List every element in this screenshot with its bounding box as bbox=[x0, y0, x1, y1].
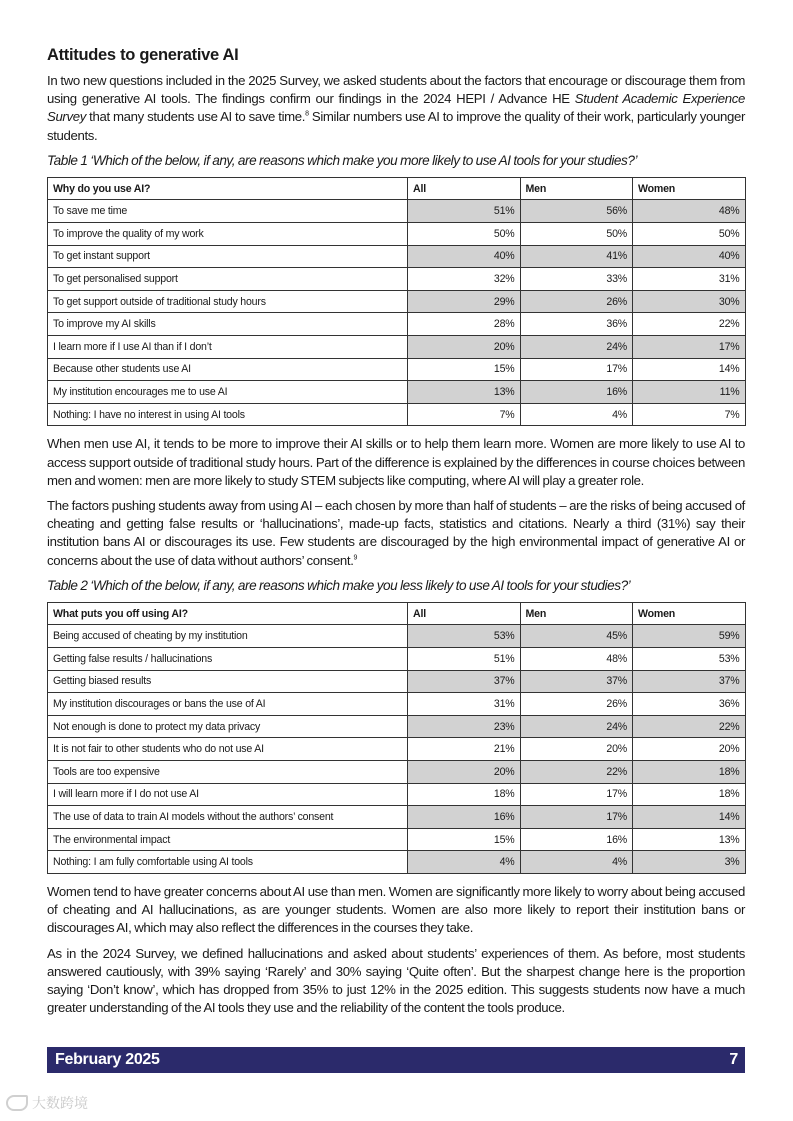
cell-all: 16% bbox=[408, 806, 521, 829]
cell-all: 29% bbox=[408, 290, 521, 313]
row-label: Being accused of cheating by my institution bbox=[48, 625, 408, 648]
table-row bbox=[48, 693, 746, 716]
hallucinations-paragraph: As in the 2024 Survey, we defined hallucinations and asked about students’ experiences of them. As before, most students answered cautiously, with 39% saying ‘Rarely’ and 30% saying ‘Quite often’. But the sharpest change here is the proportion saying ‘Don’t know’, which has dropped from 35% to just 12% in the 2025 edition. This suggests students now have a much greater understanding of the AI tools they use and the reliability of the content the tools produce. bbox=[47, 945, 745, 1016]
cell-men: 16% bbox=[520, 381, 633, 404]
table-row bbox=[48, 223, 746, 246]
push-away-text: The factors pushing students away from using AI – each chosen by more than half of students – are the risks of being accused of cheating and getting false results or ‘hallucinations’, made-up facts, statistics and citations. Nearly a third (31%) say their institution bans AI or discourages its use. Few students are discouraged by the high environmental impact of generative AI or concerns about the use of data without authors’ consent. bbox=[47, 497, 745, 568]
row-label: I will learn more if I do not use AI bbox=[48, 783, 408, 806]
watermark bbox=[6, 1093, 88, 1113]
cell-women: 11% bbox=[633, 381, 746, 404]
footnote-ref-8[interactable]: 8 bbox=[305, 111, 309, 119]
column-header-question: Why do you use AI? bbox=[48, 177, 408, 200]
cell-men: 41% bbox=[520, 245, 633, 268]
row-label: It is not fair to other students who do not use AI bbox=[48, 738, 408, 761]
cell-women: 53% bbox=[633, 647, 746, 670]
table1-caption: Table 1 ‘Which of the below, if any, are reasons which make you more likely to use AI tools for your studies?’ bbox=[47, 152, 638, 168]
table-row bbox=[48, 738, 746, 761]
cell-women: 20% bbox=[633, 738, 746, 761]
cell-men: 22% bbox=[520, 760, 633, 783]
row-label: To improve my AI skills bbox=[48, 313, 408, 336]
intro-text-2: that many students use AI to save time. bbox=[85, 109, 306, 125]
cell-men: 50% bbox=[520, 223, 633, 246]
men-women-paragraph: When men use AI, it tends to be more to improve their AI skills or to help them learn more. Women are more likely to use AI to access support outside of traditional study hours. Part of the difference is explained by the differences in course choices between men and women: men are more likely to study STEM subjects like computing, where AI will play a greater role. bbox=[47, 436, 745, 488]
row-label: The environmental impact bbox=[48, 828, 408, 851]
row-label: Tools are too expensive bbox=[48, 760, 408, 783]
cell-women: 7% bbox=[633, 403, 746, 426]
table-row bbox=[48, 381, 746, 404]
cell-women: 37% bbox=[633, 670, 746, 693]
section-title: Attitudes to generative AI bbox=[47, 46, 239, 64]
cell-all: 50% bbox=[408, 223, 521, 246]
cell-women: 22% bbox=[633, 313, 746, 336]
cell-all: 32% bbox=[408, 268, 521, 291]
cell-all: 13% bbox=[408, 381, 521, 404]
column-header-women: Women bbox=[633, 602, 746, 625]
cell-all: 20% bbox=[408, 335, 521, 358]
cell-all: 7% bbox=[408, 403, 521, 426]
row-label: I learn more if I use AI than if I don’t bbox=[48, 335, 408, 358]
cell-all: 15% bbox=[408, 828, 521, 851]
table-row bbox=[48, 670, 746, 693]
cell-men: 16% bbox=[520, 828, 633, 851]
cell-women: 18% bbox=[633, 783, 746, 806]
cell-all: 40% bbox=[408, 245, 521, 268]
table-row bbox=[48, 245, 746, 268]
cell-men: 33% bbox=[520, 268, 633, 291]
table-row bbox=[48, 625, 746, 648]
table2-reasons-less-likely bbox=[47, 602, 746, 874]
row-label: Nothing: I have no interest in using AI tools bbox=[48, 403, 408, 426]
cell-men: 48% bbox=[520, 647, 633, 670]
page-number: 7 bbox=[729, 1051, 738, 1068]
cell-men: 4% bbox=[520, 851, 633, 874]
row-label: To improve the quality of my work bbox=[48, 223, 408, 246]
cell-all: 15% bbox=[408, 358, 521, 381]
cell-men: 24% bbox=[520, 715, 633, 738]
row-label: Getting false results / hallucinations bbox=[48, 647, 408, 670]
cell-men: 4% bbox=[520, 403, 633, 426]
column-header-question: What puts you off using AI? bbox=[48, 602, 408, 625]
row-label: Getting biased results bbox=[48, 670, 408, 693]
cell-women: 31% bbox=[633, 268, 746, 291]
cell-men: 17% bbox=[520, 806, 633, 829]
row-label: To save me time bbox=[48, 200, 408, 223]
row-label: To get personalised support bbox=[48, 268, 408, 291]
cell-women: 36% bbox=[633, 693, 746, 716]
cell-all: 20% bbox=[408, 760, 521, 783]
table-row bbox=[48, 200, 746, 223]
row-label: My institution discourages or bans the use of AI bbox=[48, 693, 408, 716]
cell-all: 51% bbox=[408, 200, 521, 223]
row-label: To get support outside of traditional study hours bbox=[48, 290, 408, 313]
column-header-men: Men bbox=[520, 602, 633, 625]
watermark-logo-icon bbox=[6, 1095, 28, 1111]
column-header-all: All bbox=[408, 177, 521, 200]
cell-women: 13% bbox=[633, 828, 746, 851]
table-header-row bbox=[48, 602, 746, 625]
cell-all: 37% bbox=[408, 670, 521, 693]
cell-all: 18% bbox=[408, 783, 521, 806]
cell-all: 21% bbox=[408, 738, 521, 761]
cell-women: 14% bbox=[633, 358, 746, 381]
table-row bbox=[48, 290, 746, 313]
intro-text-1: In two new questions included in the 2025 Survey, we asked students about the factors that encourage or discourage them from using generative AI tools. The findings confirm our findings in the 2024 HEPI / Advance HE bbox=[47, 73, 745, 107]
document-page bbox=[47, 44, 745, 1024]
cell-men: 20% bbox=[520, 738, 633, 761]
cell-women: 30% bbox=[633, 290, 746, 313]
intro-paragraph bbox=[47, 72, 745, 145]
table-row bbox=[48, 806, 746, 829]
cell-men: 26% bbox=[520, 290, 633, 313]
cell-men: 56% bbox=[520, 200, 633, 223]
push-away-paragraph bbox=[47, 497, 745, 570]
cell-all: 23% bbox=[408, 715, 521, 738]
cell-men: 17% bbox=[520, 358, 633, 381]
table-row bbox=[48, 715, 746, 738]
table-header-row bbox=[48, 177, 746, 200]
table-row bbox=[48, 851, 746, 874]
row-label: The use of data to train AI models without the authors’ consent bbox=[48, 806, 408, 829]
table-row bbox=[48, 783, 746, 806]
cell-women: 50% bbox=[633, 223, 746, 246]
cell-men: 26% bbox=[520, 693, 633, 716]
cell-men: 24% bbox=[520, 335, 633, 358]
women-concerns-paragraph: Women tend to have greater concerns about AI use than men. Women are significantly more likely to worry about being accused of cheating and AI hallucinations, as are younger students. Women are also more likely to report their institution bans or discourages AI, which may also reflect the differences in the courses they take. bbox=[47, 883, 745, 936]
table-row bbox=[48, 760, 746, 783]
cell-women: 14% bbox=[633, 806, 746, 829]
cell-men: 37% bbox=[520, 670, 633, 693]
cell-all: 28% bbox=[408, 313, 521, 336]
watermark-text: 大数跨境 bbox=[32, 1095, 88, 1111]
cell-all: 31% bbox=[408, 693, 521, 716]
table-row bbox=[48, 268, 746, 291]
row-label: To get instant support bbox=[48, 245, 408, 268]
cell-all: 53% bbox=[408, 625, 521, 648]
table-row bbox=[48, 403, 746, 426]
cell-women: 48% bbox=[633, 200, 746, 223]
footer-date: February 2025 bbox=[55, 1051, 160, 1068]
cell-women: 59% bbox=[633, 625, 746, 648]
survey-title-italic: Student Academic Experience Survey bbox=[47, 91, 745, 125]
cell-women: 22% bbox=[633, 715, 746, 738]
row-label: Nothing: I am fully comfortable using AI tools bbox=[48, 851, 408, 874]
footnote-ref-9[interactable]: 9 bbox=[353, 554, 358, 562]
cell-men: 17% bbox=[520, 783, 633, 806]
cell-women: 17% bbox=[633, 335, 746, 358]
table1-reasons-more-likely bbox=[47, 177, 746, 427]
table-row bbox=[48, 828, 746, 851]
cell-men: 45% bbox=[520, 625, 633, 648]
cell-all: 51% bbox=[408, 647, 521, 670]
column-header-women: Women bbox=[633, 177, 746, 200]
cell-women: 3% bbox=[633, 851, 746, 874]
cell-men: 36% bbox=[520, 313, 633, 336]
column-header-men: Men bbox=[520, 177, 633, 200]
table-row bbox=[48, 647, 746, 670]
column-header-all: All bbox=[408, 602, 521, 625]
footer-bar bbox=[47, 1047, 745, 1073]
cell-women: 40% bbox=[633, 245, 746, 268]
cell-women: 18% bbox=[633, 760, 746, 783]
table-row bbox=[48, 335, 746, 358]
row-label: Not enough is done to protect my data privacy bbox=[48, 715, 408, 738]
cell-all: 4% bbox=[408, 851, 521, 874]
table-row bbox=[48, 313, 746, 336]
intro-text-3: Similar numbers use AI to improve the quality of their work, particularly younger students. bbox=[47, 109, 745, 143]
row-label: Because other students use AI bbox=[48, 358, 408, 381]
row-label: My institution encourages me to use AI bbox=[48, 381, 408, 404]
table-row bbox=[48, 358, 746, 381]
table2-caption: Table 2 ‘Which of the below, if any, are reasons which make you less likely to use AI tools for your studies?’ bbox=[47, 577, 631, 593]
